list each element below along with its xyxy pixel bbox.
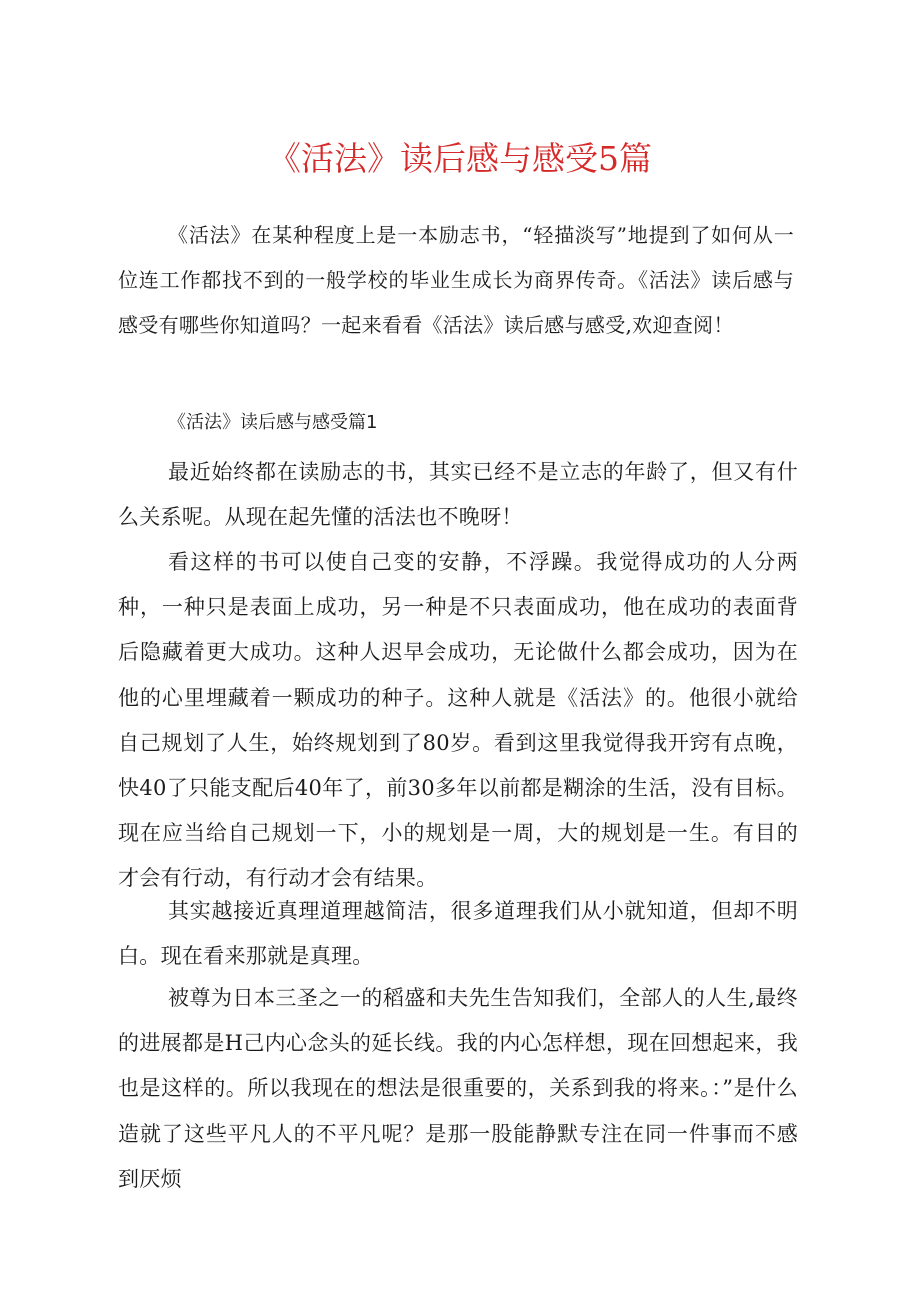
- intro-paragraph: 《活法》在某种程度上是一本励志书，“轻描淡写”地提到了如何从一位连工作都找不到的一般学校的毕业生成长为商界传奇。《活法》读后感与感受有哪些你知道吗？一起来看看《活法》读后感与感受,欢迎查阅！: [118, 223, 794, 338]
- body-paragraph: 其实越接近真理道理越简洁，很多道理我们从小就知道，但却不明白。现在看来那就是真理。: [118, 899, 798, 969]
- body-paragraph: 最近始终都在读励志的书，其实已经不是立志的年龄了，但又有什么关系呢。从现在起先懂的活法也不晚呀！: [118, 460, 798, 530]
- section-heading: 《活法》读后感与感受篇1: [168, 412, 378, 433]
- body-paragraph: 看这样的书可以使自己变的安静，不浮躁。我觉得成功的人分两种，一种只是表面上成功，另一种是不只表面成功，他在成功的表面背后隐藏着更大成功。这种人迟早会成功，无论做什么都会成功，因为在他的心里埋藏着一颗成功的种子。这种人就是《活法》的。他很小就给自己规划了人生，始终规划到了80岁。看到这里我觉得我开窍有点晚，快40了只能支配后40年了，前30多年以前都是糊涂的生活，没有目标。现在应当给自己规划一下，小的规划是一周，大的规划是一生。有目的才会有行动，有行动才会有结果。: [118, 550, 798, 891]
- body-paragraph: 被尊为日本三圣之一的稻盛和夫先生告知我们，全部人的人生,最终的进展都是H己内心念头的延长线。我的内心怎样想，现在回想起来，我也是这样的。所以我现在的想法是很重要的，关系到我的将来。：”是什么造就了这些平凡人的不平凡呢？是那一股能静默专注在同一件事而不感到厌烦: [118, 986, 798, 1191]
- document-title: 《活法》读后感与感受5篇: [268, 139, 652, 178]
